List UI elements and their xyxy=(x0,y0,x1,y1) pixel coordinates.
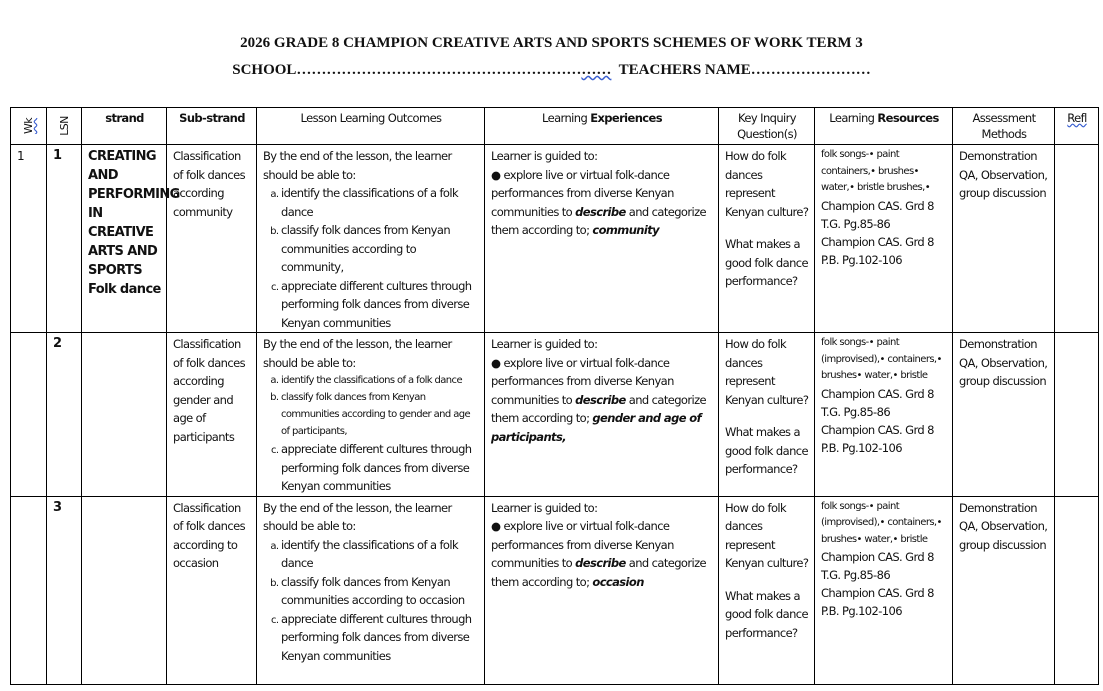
scheme-table xyxy=(10,107,1099,685)
outcome-item: a. identify the classifications of a folk dance xyxy=(281,536,479,573)
week-cell xyxy=(11,496,47,684)
resources-cell xyxy=(815,333,953,497)
outcome-item: c. appreciate different cultures through performing folk dances from diverse Kenyan communities xyxy=(281,440,479,496)
outcomes-intro: By the end of the lesson, the learner should be able to: xyxy=(263,337,452,370)
resources-cell xyxy=(815,496,953,684)
col-sub-strand: Sub-strand xyxy=(167,108,257,145)
outcome-item: a. identify the classifications of a folk dance xyxy=(281,372,479,389)
outcome-item: a. identify the classifications of a folk dance xyxy=(281,184,479,221)
week-cell xyxy=(11,333,47,497)
lesson-row xyxy=(11,145,1099,333)
outcome-item: c. appreciate different cultures through performing folk dances from diverse Kenyan communities xyxy=(281,277,479,333)
col-reflection: Refl xyxy=(1055,108,1099,145)
col-strand: strand xyxy=(82,108,167,145)
teacher-label: TEACHERS NAME…………………… xyxy=(618,62,871,78)
outcomes-intro: By the end of the lesson, the learner should be able to: xyxy=(263,149,452,182)
assessment-cell: Demonstration QA, Observation, group discussion xyxy=(953,496,1055,684)
outcomes-cell xyxy=(257,333,485,497)
resources-pupil-book: Champion CAS. Grd 8 P.B. Pg.102-106 xyxy=(821,422,934,455)
outcome-item: b. classify folk dances from Kenyan communities according to occasion xyxy=(281,573,479,610)
sub-strand-cell: Classification of folk dances according gender and age of participants xyxy=(167,333,257,497)
lesson-number-cell: 3 xyxy=(47,496,82,684)
header-row xyxy=(11,108,1099,145)
strand-cell xyxy=(82,333,167,497)
sub-strand-cell: Classification of folk dances according to occasion xyxy=(167,496,257,684)
lesson-number-cell: 2 xyxy=(47,333,82,497)
outcome-item: b. classify folk dances from Kenyan communities according to community, xyxy=(281,221,479,277)
school-mark: …… xyxy=(581,62,612,78)
col-resources: Learning Resources xyxy=(815,108,953,145)
col-wk: Wk xyxy=(11,108,47,145)
col-assessment: Assessment Methods xyxy=(953,108,1055,145)
resources-materials: folk songs-• paint (improvised),• containers,• brushes• water,• bristle xyxy=(821,337,942,381)
col-experiences: Learning Experiences xyxy=(485,108,719,145)
reflection-cell xyxy=(1055,333,1099,497)
outcomes-list xyxy=(263,372,479,496)
outcomes-cell xyxy=(257,145,485,333)
lesson-row xyxy=(11,496,1099,684)
experiences-text: ● explore live or virtual folk-dance performances from diverse Kenyan communities to describe and categorize them according to; gender and age of participants, xyxy=(491,355,706,444)
inquiry-question: How do folk dances represent Kenyan culture? xyxy=(725,149,809,219)
resources-materials: folk songs-• paint containers,• brushes• water,• bristle brushes,• xyxy=(821,149,931,193)
strand-cell xyxy=(82,496,167,684)
lesson-row xyxy=(11,333,1099,497)
strand-subtitle: Folk dance xyxy=(88,282,161,297)
outcomes-cell xyxy=(257,496,485,684)
outcomes-list xyxy=(263,184,479,332)
experiences-intro: Learner is guided to: xyxy=(491,149,598,163)
resources-cell xyxy=(815,145,953,333)
experiences-intro: Learner is guided to: xyxy=(491,337,598,351)
school-label: SCHOOL………………………………………………… xyxy=(232,62,582,78)
sub-strand-cell: Classification of folk dances according community xyxy=(167,145,257,333)
col-lsn: LSN xyxy=(47,108,82,145)
week-cell: 1 xyxy=(11,145,47,333)
outcome-item: c. appreciate different cultures through performing folk dances from diverse Kenyan communities xyxy=(281,610,479,666)
reflection-cell xyxy=(1055,496,1099,684)
inquiry-question: What makes a good folk dance performance? xyxy=(725,588,808,640)
resources-pupil-book: Champion CAS. Grd 8 P.B. Pg.102-106 xyxy=(821,586,934,618)
experiences-cell xyxy=(485,333,719,497)
key-inquiry-cell xyxy=(719,333,815,497)
lesson-number-cell: 1 xyxy=(47,145,82,333)
document-title: 2026 GRADE 8 CHAMPION CREATIVE ARTS AND SPORTS SCHEMES OF WORK TERM 3 xyxy=(240,35,863,51)
experiences-cell xyxy=(485,145,719,333)
resources-teacher-guide: Champion CAS. Grd 8 T.G. Pg.85-86 xyxy=(821,550,934,582)
experiences-intro: Learner is guided to: xyxy=(491,500,598,515)
outcome-item: b. classify folk dances from Kenyan communities according to gender and age of participants, xyxy=(281,389,479,440)
reflection-cell xyxy=(1055,145,1099,333)
assessment-cell: Demonstration QA, Observation, group discussion xyxy=(953,145,1055,333)
outcomes-list xyxy=(263,536,479,666)
experiences-cell xyxy=(485,496,719,684)
resources-materials: folk songs-• paint (improvised),• containers,• brushes• water,• bristle xyxy=(821,500,942,545)
col-key-inquiry: Key Inquiry Question(s) xyxy=(719,108,815,145)
strand-cell xyxy=(82,145,180,333)
resources-teacher-guide: Champion CAS. Grd 8 T.G. Pg.85-86 xyxy=(821,386,934,419)
resources-teacher-guide: Champion CAS. Grd 8 T.G. Pg.85-86 xyxy=(821,198,934,231)
key-inquiry-cell xyxy=(719,145,815,333)
outcomes-intro: By the end of the lesson, the learner should be able to: xyxy=(263,500,452,533)
strand-text: CREATING AND PERFORMING IN CREATIVE ARTS AND SPORTS xyxy=(88,149,180,278)
inquiry-question: How do folk dances represent Kenyan culture? xyxy=(725,500,809,570)
experiences-text: ● explore live or virtual folk-dance performances from diverse Kenyan communities to describe and categorize them according to; occasion xyxy=(491,519,706,589)
inquiry-question: What makes a good folk dance performance? xyxy=(725,425,808,476)
col-outcomes: Lesson Learning Outcomes xyxy=(257,108,485,145)
experiences-text: ● explore live or virtual folk-dance performances from diverse Kenyan communities to describe and categorize them according to; community xyxy=(491,167,706,237)
inquiry-question: What makes a good folk dance performance? xyxy=(725,237,808,288)
assessment-cell: Demonstration QA, Observation, group discussion xyxy=(953,333,1055,497)
school-teacher-line xyxy=(0,60,1103,87)
key-inquiry-cell xyxy=(719,496,815,684)
inquiry-question: How do folk dances represent Kenyan culture? xyxy=(725,337,809,407)
resources-pupil-book: Champion CAS. Grd 8 P.B. Pg.102-106 xyxy=(821,234,934,267)
document-header xyxy=(0,33,1103,87)
